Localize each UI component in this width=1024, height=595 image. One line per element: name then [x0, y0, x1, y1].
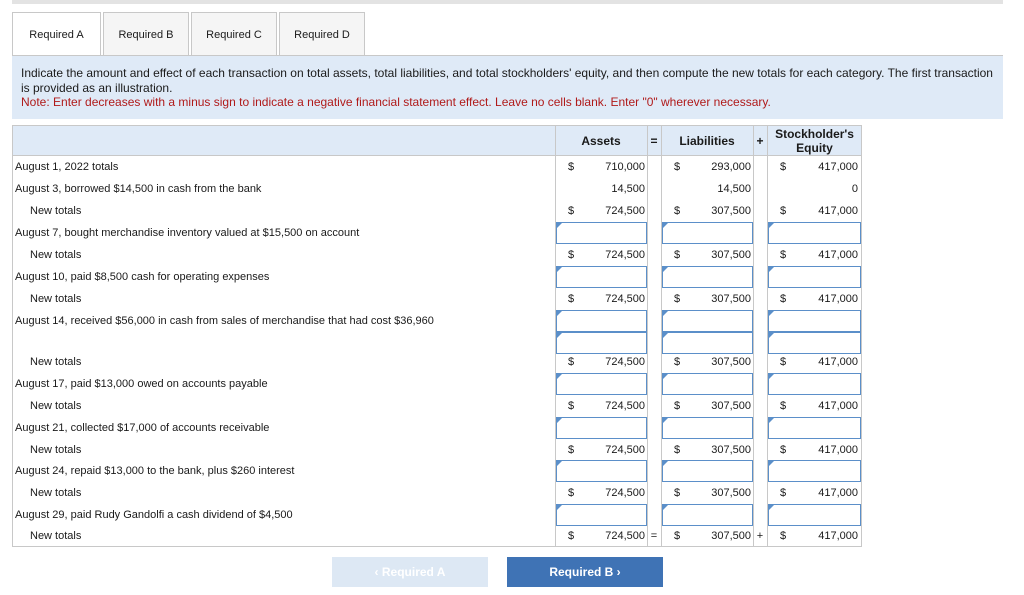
row-label: New totals	[30, 205, 82, 217]
grid-line	[12, 546, 862, 547]
dollar-sign: $	[674, 249, 681, 261]
row-label: August 14, received $56,000 in cash from sales of merchandise that had cost $36,960	[15, 315, 434, 327]
header-liabilities: Liabilities	[679, 133, 735, 148]
assets-total: 724,500	[605, 400, 645, 412]
row-label: New totals	[30, 530, 82, 542]
row-label: August 24, repaid $13,000 to the bank, plus $260 interest	[15, 465, 295, 477]
liabilities-input[interactable]	[662, 310, 753, 332]
next-required-b-button[interactable]: Required B ›	[507, 557, 663, 587]
grid-line	[753, 125, 754, 547]
header-equals: =	[650, 133, 658, 148]
liabilities-total: 307,500	[711, 249, 751, 261]
liabilities-total: 307,500	[711, 530, 751, 542]
grid-line	[767, 125, 768, 547]
assets-value: 14,500	[611, 183, 645, 195]
liabilities-total: 307,500	[711, 205, 751, 217]
liabilities-input[interactable]	[662, 266, 753, 288]
dollar-sign: $	[568, 161, 575, 173]
dollar-sign: $	[780, 293, 787, 305]
row-label: August 29, paid Rudy Gandolfi a cash dividend of $4,500	[15, 509, 293, 521]
assets-total: 724,500	[605, 530, 645, 542]
top-bar	[12, 0, 1003, 4]
dollar-sign: $	[780, 161, 787, 173]
equity-input[interactable]	[768, 373, 861, 395]
dollar-sign: $	[568, 249, 575, 261]
assets-input[interactable]	[556, 222, 647, 244]
assets-total: 724,500	[605, 293, 645, 305]
row-label: New totals	[30, 356, 82, 368]
tab-required-d[interactable]: Required D	[279, 12, 365, 56]
tab-bar	[12, 12, 367, 56]
equity-total: 417,000	[818, 400, 858, 412]
grid-line	[661, 125, 662, 547]
equals-sign: =	[650, 530, 658, 542]
table-header-blank	[12, 125, 555, 156]
assets-input[interactable]	[556, 310, 647, 332]
dollar-sign: $	[674, 487, 681, 499]
row-label: New totals	[30, 249, 82, 261]
row-label: New totals	[30, 400, 82, 412]
tab-required-b[interactable]: Required B	[103, 12, 189, 56]
dollar-sign: $	[780, 487, 787, 499]
dollar-sign: $	[568, 356, 575, 368]
grid-line	[555, 125, 556, 547]
liabilities-total: 307,500	[711, 444, 751, 456]
grid-line	[647, 125, 648, 547]
liabilities-input[interactable]	[662, 504, 753, 526]
assets-input[interactable]	[556, 373, 647, 395]
dollar-sign: $	[674, 356, 681, 368]
grid-line	[861, 125, 862, 547]
liabilities-input[interactable]	[662, 460, 753, 482]
prev-required-a-button[interactable]: ‹ Required A	[332, 557, 488, 587]
equity-input[interactable]	[768, 417, 861, 439]
row-label: New totals	[30, 487, 82, 499]
liabilities-value: 293,000	[711, 161, 751, 173]
instructions-text: Indicate the amount and effect of each transaction on total assets, total liabilities, and total stockholders' equity, and then compute the new totals for each category. The first transaction is provided as an illustration.	[21, 66, 993, 95]
table-header	[555, 125, 862, 156]
header-plus: +	[756, 133, 764, 148]
grid-line	[12, 125, 13, 547]
assets-total: 724,500	[605, 205, 645, 217]
equity-input[interactable]	[768, 504, 861, 526]
equity-input[interactable]	[768, 310, 861, 332]
header-equity: Stockholder's Equity	[775, 126, 854, 155]
liabilities-value: 14,500	[717, 183, 751, 195]
tab-required-c[interactable]: Required C	[191, 12, 277, 56]
equity-total: 417,000	[818, 356, 858, 368]
equity-total: 417,000	[818, 530, 858, 542]
dollar-sign: $	[674, 444, 681, 456]
liabilities-total: 307,500	[711, 400, 751, 412]
row-label: New totals	[30, 293, 82, 305]
dollar-sign: $	[780, 400, 787, 412]
assets-total: 724,500	[605, 444, 645, 456]
equity-total: 417,000	[818, 293, 858, 305]
row-label: New totals	[30, 444, 82, 456]
equity-input[interactable]	[768, 266, 861, 288]
assets-value: 710,000	[605, 161, 645, 173]
dollar-sign: $	[674, 161, 681, 173]
assets-input[interactable]	[556, 417, 647, 439]
equity-total: 417,000	[818, 487, 858, 499]
dollar-sign: $	[674, 293, 681, 305]
equity-input[interactable]	[768, 460, 861, 482]
dollar-sign: $	[780, 444, 787, 456]
liabilities-total: 307,500	[711, 293, 751, 305]
dollar-sign: $	[568, 530, 575, 542]
equity-total: 417,000	[818, 444, 858, 456]
row-label: August 3, borrowed $14,500 in cash from the bank	[15, 183, 262, 195]
dollar-sign: $	[568, 400, 575, 412]
row-label: August 1, 2022 totals	[15, 161, 119, 173]
dollar-sign: $	[780, 530, 787, 542]
equity-value: 0	[851, 183, 858, 195]
dollar-sign: $	[780, 205, 787, 217]
liabilities-total: 307,500	[711, 356, 751, 368]
assets-total: 724,500	[605, 356, 645, 368]
liabilities-input[interactable]	[662, 417, 753, 439]
equity-total: 417,000	[818, 249, 858, 261]
row-label: August 21, collected $17,000 of accounts receivable	[15, 422, 270, 434]
dollar-sign: $	[674, 205, 681, 217]
equity-input[interactable]	[768, 222, 861, 244]
tab-required-a[interactable]: Required A	[12, 12, 101, 56]
dollar-sign: $	[780, 249, 787, 261]
plus-sign: +	[756, 530, 764, 542]
assets-input[interactable]	[556, 504, 647, 526]
equity-value: 417,000	[818, 161, 858, 173]
dollar-sign: $	[780, 356, 787, 368]
assets-input[interactable]	[556, 460, 647, 482]
row-label: August 7, bought merchandise inventory valued at $15,500 on account	[15, 227, 360, 239]
dollar-sign: $	[568, 487, 575, 499]
row-label: August 17, paid $13,000 owed on accounts payable	[15, 378, 268, 390]
row-label: August 10, paid $8,500 cash for operating expenses	[15, 271, 270, 283]
transaction-table	[12, 125, 862, 547]
dollar-sign: $	[674, 530, 681, 542]
assets-input[interactable]	[556, 266, 647, 288]
header-assets: Assets	[581, 133, 621, 148]
grid-line	[12, 125, 862, 126]
instructions-panel	[12, 56, 1003, 119]
liabilities-total: 307,500	[711, 487, 751, 499]
liabilities-input[interactable]	[662, 373, 753, 395]
dollar-sign: $	[568, 293, 575, 305]
dollar-sign: $	[674, 400, 681, 412]
equity-total: 417,000	[818, 205, 858, 217]
instructions-note: Note: Enter decreases with a minus sign to indicate a negative financial statement effect. Leave no cells blank. Enter "0" wherever necessary.	[21, 95, 771, 109]
assets-total: 724,500	[605, 249, 645, 261]
dollar-sign: $	[568, 205, 575, 217]
liabilities-input[interactable]	[662, 222, 753, 244]
assets-total: 724,500	[605, 487, 645, 499]
dollar-sign: $	[568, 444, 575, 456]
